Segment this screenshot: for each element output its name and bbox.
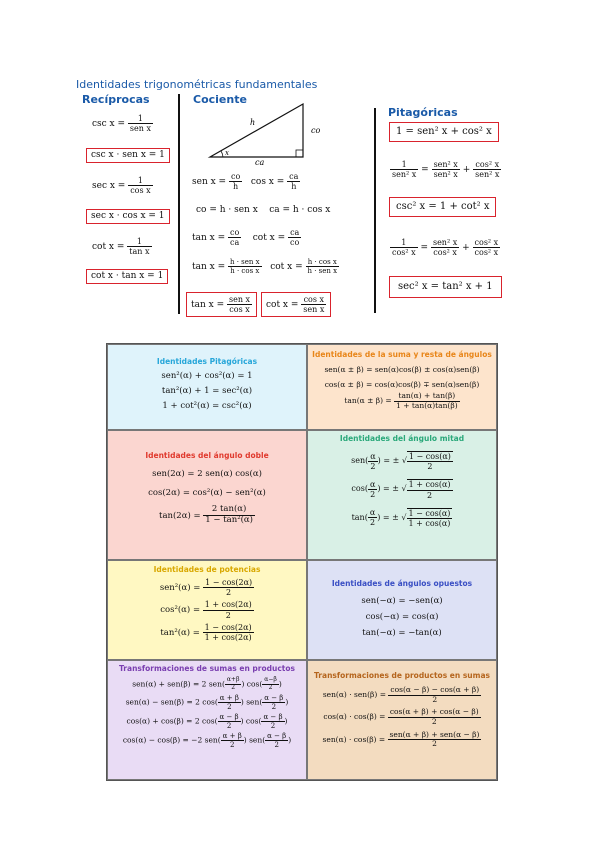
triangle-adjacent-label: ca	[255, 158, 265, 167]
cell-suma-title: Identidades de la suma y resta de ángulos	[312, 350, 492, 359]
cell-potencias	[107, 560, 307, 660]
divided-by-cos-squared: $\frac{1}{\text{cos² x}}$ = $\frac{\text{sen² x}}{\text{cos² x}}$ + $\frac{\text{cos² x}}{\text{cos² x}}$	[392, 238, 499, 258]
formula-cos-mitad: cos( $\frac{\alpha}{2}$ ) = ± √ $\frac{1 + \cos(\alpha)}{2}$	[351, 479, 451, 500]
divider-left	[178, 94, 180, 314]
tan-cot-expanded: tan x = $\frac{\text{h · sen x}}{\text{h · cos x}}$ cot x = $\frac{\text{h · cos x}}{\text{h · sen x}}$	[192, 258, 338, 276]
formula-sen-mitad: sen( $\frac{\alpha}{2}$ ) = ± √ $\frac{1 - \cos(\alpha)}{2}$	[351, 451, 451, 472]
cot-definition: cot x = $\frac{1}{\text{tan x}}$	[92, 237, 150, 257]
cell-productos-sumas-title: Transformaciones de productos en sumas	[314, 671, 490, 680]
cell-angulos-opuestos	[307, 560, 497, 660]
sec-squared-identity-box: sec² x = tan² x + 1	[389, 276, 502, 298]
formula: sen²(α) + cos²(α) = 1	[161, 371, 253, 381]
cociente-title: Cociente	[193, 93, 247, 106]
cell-sumas-en-productos	[107, 660, 307, 780]
formula-sum-to-product: sen(α) − sen(β) = 2 cos( $\frac{\alpha + \beta}{2}$ ) sen( $\frac{\alpha - \beta}{2}$ )	[125, 693, 289, 711]
formula-sum-to-product: cos(α) + cos(β) = 2 cos( $\frac{\alpha - \beta}{2}$ ) cos( $\frac{\alpha - \beta}{2}$ )	[126, 712, 288, 730]
formula-product-to-sum: sen(α) · cos(β) = $\frac{\text{sen(α + β) + sen(α − β)}}{2}$	[322, 729, 480, 749]
cell-sumas-productos-title: Transformaciones de sumas en productos	[119, 664, 295, 673]
formula-tan-potencia: tan²(α) = $\frac{1 - \cos(2\alpha)}{1 + \cos(2\alpha)}$	[160, 622, 252, 642]
formula-product-to-sum: cos(α) · cos(β) = $\frac{\cos(\alpha + \beta) + \cos(\alpha - \beta)}{2}$	[323, 707, 479, 726]
formula-product-to-sum: sen(α) · sen(β) = $\frac{\cos(\alpha - \beta) - \cos(\alpha + \beta)}{2}$	[322, 685, 480, 704]
csc-squared-identity-box: csc² x = 1 + cot² x	[389, 197, 496, 217]
formula-tan-mitad: tan( $\frac{\alpha}{2}$ ) = ± √ $\frac{1 - \cos(\alpha)}{1 + \cos(\alpha)}$	[351, 508, 451, 528]
formula: sen(−α) = −sen(α)	[361, 596, 443, 606]
formula: cos(2α) = cos²(α) − sen²(α)	[148, 488, 266, 499]
identities-table	[106, 343, 498, 781]
cell-doble-title: Identidades del ángulo doble	[145, 451, 269, 460]
right-triangle-diagram	[205, 100, 335, 167]
cell-pitagoricas	[107, 344, 307, 430]
sec-cos-identity-box: sec x · cos x = 1	[86, 209, 170, 224]
sen-cos-definitions: sen x = $\frac{co}{h}$ cos x = $\frac{ca}{h}$	[192, 172, 299, 192]
cell-opuestos-title: Identidades de ángulos opuestos	[331, 579, 473, 588]
tan-cot-definitions: tan x = $\frac{co}{ca}$ cot x = $\frac{ca}{co}$	[192, 228, 300, 248]
cell-angulo-doble	[107, 430, 307, 560]
co-ca-products: co = h · sen x ca = h · cos x	[196, 205, 331, 215]
sec-definition: sec x = $\frac{1}{\text{cos x}}$	[92, 176, 151, 196]
formula: 1 + cot²(α) = csc²(α)	[162, 401, 252, 412]
formula: tan²(α) + 1 = sec²(α)	[161, 386, 253, 397]
cell-mitad-title: Identidades del ángulo mitad	[339, 434, 465, 443]
cell-productos-en-sumas	[307, 660, 497, 780]
formula-sum-to-product: cos(α) − cos(β) = −2 sen( $\frac{\alpha + \beta}{2}$ ) sen( $\frac{\alpha - \beta}{2}$ )	[122, 731, 292, 750]
formula-cos-potencia: cos²(α) = $\frac{1 + \cos(2\alpha)}{2}$	[160, 600, 252, 620]
triangle-angle-label: x	[225, 149, 229, 157]
formula-sen-potencia: sen²(α) = $\frac{1 - \cos(2\alpha)}{2}$	[159, 578, 253, 598]
formula: cos(−α) = cos(α)	[365, 612, 439, 623]
cot-quotient-box: cot x = $\frac{\text{cos x}}{\text{sen x}}$	[261, 292, 331, 317]
cot-tan-identity-box: cot x · tan x = 1	[86, 269, 168, 284]
formula: tan(−α) = −tan(α)	[362, 628, 442, 639]
pitagoricas-title: Pitagóricas	[388, 106, 458, 119]
triangle-opposite-label: co	[311, 126, 321, 135]
formula-sum-to-product: sen(α) + sen(β) = 2 sen( $\frac{\alpha+\beta}{2}$ ) cos( $\frac{\alpha-\beta}{2}$ )	[132, 676, 282, 691]
csc-definition: csc x = $\frac{1}{\text{sen x}}$	[92, 114, 151, 134]
divided-by-sen-squared: $\frac{1}{\text{sen² x}}$ = $\frac{\text{sen² x}}{\text{sen² x}}$ + $\frac{\text{cos² x}}{\text{sen² x}}$	[392, 160, 500, 180]
pythagorean-identity-box: 1 = sen² x + cos² x	[389, 122, 499, 142]
tan-quotient-box: tan x = $\frac{\text{sen x}}{\text{cos x}}$	[186, 292, 257, 317]
divider-right	[374, 108, 376, 313]
formula-tan-suma: tan(α ± β) = $\frac{\tan(\alpha) + \tan(\beta)}{1 + \tan(\alpha)\tan(\beta)}$	[344, 391, 458, 410]
triangle-hypotenuse-label: h	[250, 118, 256, 127]
cell-potencias-title: Identidades de potencias	[153, 565, 261, 574]
formula: cos(α ± β) = cos(α)cos(β) ∓ sen(α)sen(β)	[324, 380, 480, 389]
main-title: Identidades trigonométricas fundamentales	[76, 78, 318, 91]
cell-suma-resta	[307, 344, 497, 430]
reciprocas-title: Recíprocas	[82, 93, 150, 106]
cell-pitagoricas-title: Identidades Pitagóricas	[156, 357, 258, 366]
cell-angulo-mitad	[307, 430, 497, 560]
formula-tan-doble: tan(2α) = $\frac{2 \tan(\alpha)}{\text{1 − tan²(α)}}$	[159, 504, 253, 526]
csc-sen-identity-box: csc x · sen x = 1	[86, 148, 170, 163]
formula: sen(α ± β) = sen(α)cos(β) ± cos(α)sen(β)	[324, 365, 480, 374]
formula: sen(2α) = 2 sen(α) cos(α)	[152, 469, 262, 479]
